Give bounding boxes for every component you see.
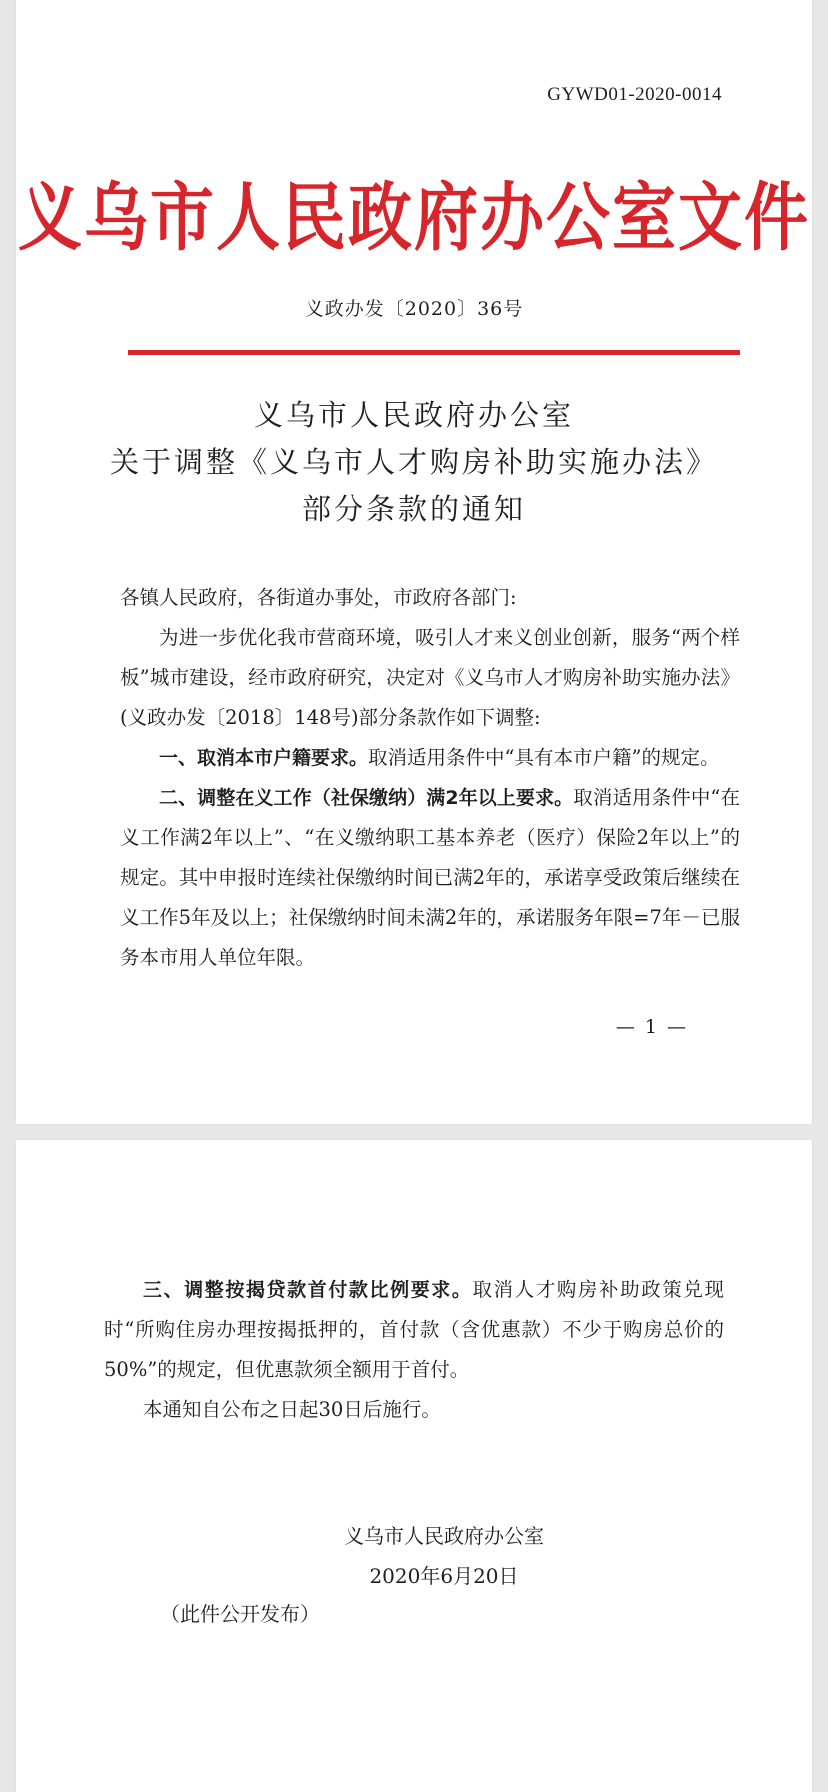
item-2-text: 取消适用条件中“在义工作满2年以上”、“在义缴纳职工基本养老（医疗）保险2年以上”的规定。其中申报时连续社保缴纳时间已满2年的，承诺享受政策后继续在义工作5年及以上；社保缴纳时间未满2年的，承诺服务年限=7年－已服务本市用人单位年限。 bbox=[120, 786, 740, 969]
document-page-2 bbox=[16, 1140, 812, 1792]
red-divider-line bbox=[128, 350, 740, 355]
addressee: 各镇人民政府，各街道办事处，市政府各部门: bbox=[120, 586, 517, 609]
item-1-text: 取消适用条件中“具有本市户籍”的规定。 bbox=[368, 746, 720, 769]
body-text-page-1 bbox=[120, 578, 740, 978]
signer: 义乌市人民政府办公室 bbox=[344, 1524, 544, 1548]
item-2-heading: 二、调整在义工作（社保缴纳）满2年以上要求。 bbox=[159, 787, 574, 809]
file-number: 义政办发〔2020〕36号 bbox=[304, 298, 524, 320]
notice-title-line-2: 关于调整《义乌市人才购房补助实施办法》 bbox=[109, 445, 718, 479]
intro-paragraph: 为进一步优化我市营商环境，吸引人才来义创业创新，服务“两个样板”城市建设，经市政府研究，决定对《义乌市人才购房补助实施办法》(义政办发〔2018〕148号)部分条款作如下调整: bbox=[120, 626, 740, 729]
red-header-title: 义乌市人民政府办公室文件 bbox=[18, 176, 810, 262]
document-page-1 bbox=[16, 0, 812, 1124]
item-2-paragraph bbox=[120, 778, 740, 978]
item-1-heading: 一、取消本市户籍要求。 bbox=[159, 747, 369, 769]
item-3-text: 取消人才购房补助政策兑现时“所购住房办理按揭抵押的，首付款（含优惠款）不少于购房总价的50%”的规定，但优惠款须全额用于首付。 bbox=[104, 1278, 724, 1381]
notice-title-line-3: 部分条款的通知 bbox=[301, 492, 526, 526]
body-text-page-2 bbox=[104, 1270, 724, 1430]
issue-date: 2020年6月20日 bbox=[369, 1564, 519, 1588]
item-3-paragraph bbox=[104, 1270, 724, 1390]
item-1-paragraph bbox=[120, 738, 740, 778]
effective-paragraph: 本通知自公布之日起30日后施行。 bbox=[143, 1398, 441, 1421]
notice-title bbox=[16, 392, 812, 533]
document-number: GYWD01-2020-0014 bbox=[547, 84, 722, 105]
page-number: — 1 — bbox=[615, 1016, 688, 1038]
publish-note: （此件公开发布） bbox=[160, 1602, 320, 1626]
item-3-heading: 三、调整按揭贷款首付款比例要求。 bbox=[143, 1279, 473, 1301]
notice-title-line-1: 义乌市人民政府办公室 bbox=[253, 398, 574, 432]
